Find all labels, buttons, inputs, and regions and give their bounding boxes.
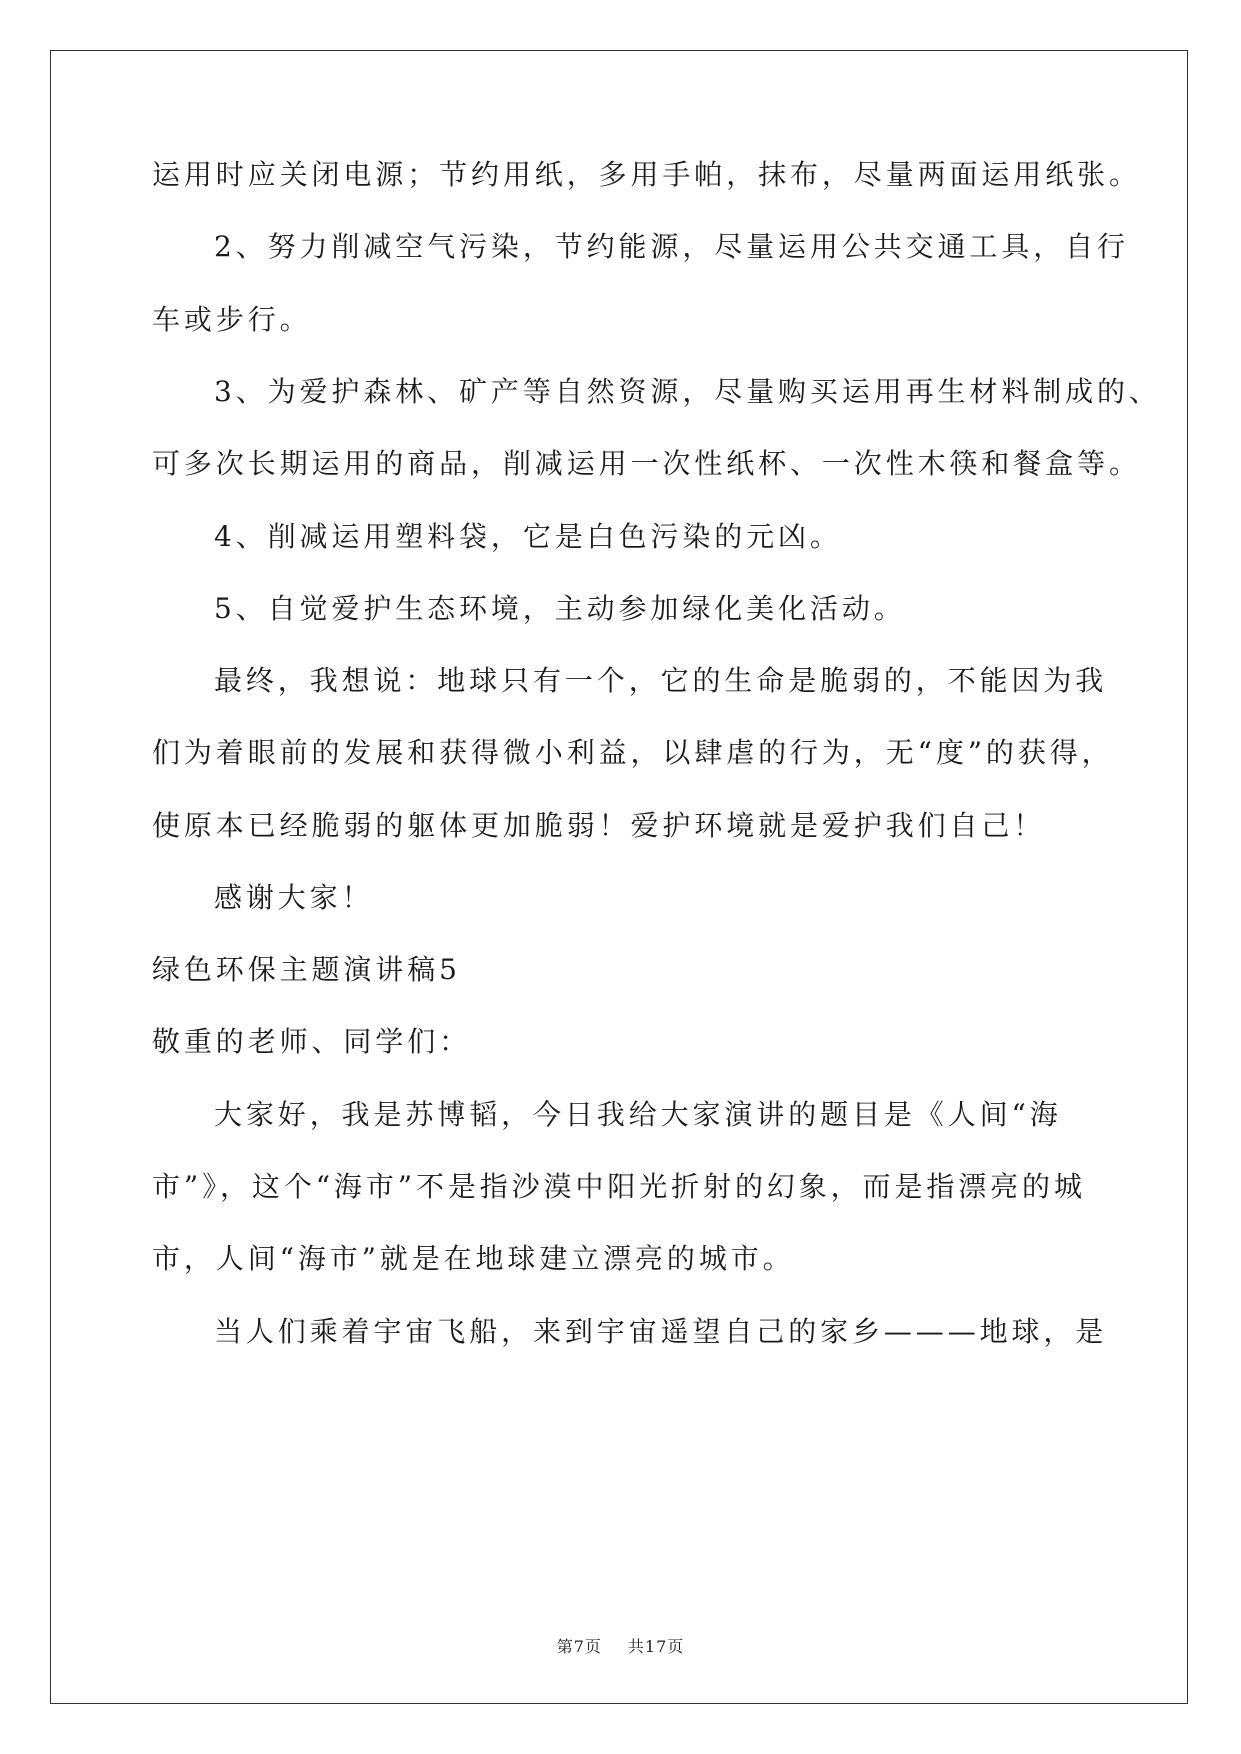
text-line: 市”》，这个“海市”不是指沙漠中阳光折射的幻象，而是指漂亮的城 bbox=[152, 1170, 1086, 1203]
text-line: 大家好，我是苏博韬，今日我给大家演讲的题目是《人间“海 bbox=[214, 1098, 1062, 1131]
text-line: 5、自觉爱护生态环境，主动参加绿化美化活动。 bbox=[214, 592, 906, 625]
text-line: 当人们乘着宇宙飞船，来到宇宙遥望自己的家乡———地球，是 bbox=[214, 1315, 1108, 1348]
text-line: 可多次长期运用的商品，削减运用一次性纸杯、一次性木筷和餐盒等。 bbox=[152, 447, 1141, 480]
text-line: 使原本已经脆弱的躯体更加脆弱！爱护环境就是爱护我们自己！ bbox=[152, 809, 1046, 842]
text-line: 3、为爱护森林、矿产等自然资源，尽量购买运用再生材料制成的、 bbox=[214, 375, 1161, 408]
page-number-total: 共17页 bbox=[627, 1637, 685, 1656]
text-line: 运用时应关闭电源；节约用纸，多用手帕，抹布，尽量两面运用纸张。 bbox=[152, 158, 1141, 191]
page-border bbox=[50, 50, 1188, 1704]
text-line: 4、削减运用塑料袋，它是白色污染的元凶。 bbox=[214, 520, 842, 553]
salutation: 敬重的老师、同学们： bbox=[152, 1025, 472, 1058]
page-footer bbox=[0, 1634, 1241, 1657]
text-line: 最终，我想说：地球只有一个，它的生命是脆弱的，不能因为我 bbox=[214, 664, 1108, 697]
section-heading: 绿色环保主题演讲稿5 bbox=[152, 953, 461, 986]
text-line: 市，人间“海市”就是在地球建立漂亮的城市。 bbox=[152, 1242, 795, 1275]
text-line: 感谢大家！ bbox=[214, 881, 374, 914]
text-line: 2、努力削减空气污染，节约能源，尽量运用公共交通工具，自行 bbox=[214, 230, 1129, 263]
page-number-current: 第7页 bbox=[556, 1637, 602, 1656]
text-line: 车或步行。 bbox=[152, 303, 312, 336]
text-line: 们为着眼前的发展和获得微小利益，以肆虐的行为，无“度”的获得， bbox=[152, 736, 1114, 769]
